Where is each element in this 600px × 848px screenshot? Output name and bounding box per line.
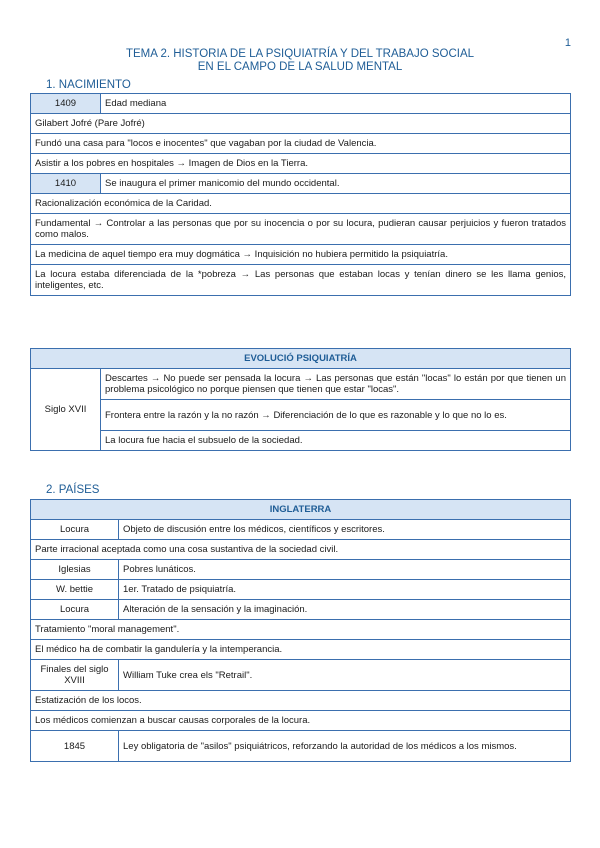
inglaterra-table bbox=[30, 499, 571, 762]
text-cell: Ley obligatoria de "asilos" psiquiátricos, reforzando la autoridad de los médicos a los mismos. bbox=[119, 731, 571, 762]
text-cell: William Tuke crea els "Retrail". bbox=[119, 660, 571, 691]
text-cell: Gilabert Jofré (Pare Jofré) bbox=[31, 114, 571, 134]
text-cell: Tratamiento "moral management". bbox=[31, 620, 571, 640]
label-cell: W. bettie bbox=[31, 580, 119, 600]
table-row bbox=[31, 731, 571, 762]
table-row bbox=[31, 560, 571, 580]
table-row bbox=[31, 194, 571, 214]
table-row bbox=[31, 431, 571, 451]
text-cell: Alteración de la sensación y la imaginación. bbox=[119, 600, 571, 620]
table-row bbox=[31, 114, 571, 134]
text-cell: Asistir a los pobres en hospitales → Imagen de Dios en la Tierra. bbox=[31, 154, 571, 174]
table-row bbox=[31, 540, 571, 560]
table-header: EVOLUCIÓ PSIQUIATRÍA bbox=[31, 349, 571, 369]
text-cell: Fundamental → Controlar a las personas que por su inocencia o por su locura, pudieran causar perjuicios y fueron tratados como malos. bbox=[31, 214, 571, 245]
table-row bbox=[31, 691, 571, 711]
text-cell: La locura fue hacia el subsuelo de la sociedad. bbox=[101, 431, 571, 451]
label-cell: Finales del siglo XVIII bbox=[31, 660, 119, 691]
text-cell: Pobres lunáticos. bbox=[119, 560, 571, 580]
table-row bbox=[31, 134, 571, 154]
year-cell: 1409 bbox=[31, 94, 101, 114]
section-1-heading: 1. NACIMIENTO bbox=[46, 79, 131, 91]
text-cell: Objeto de discusión entre los médicos, científicos y escritores. bbox=[119, 520, 571, 540]
text-cell: Los médicos comienzan a buscar causas corporales de la locura. bbox=[31, 711, 571, 731]
page-number: 1 bbox=[564, 37, 571, 49]
table-row bbox=[31, 580, 571, 600]
table-row bbox=[31, 400, 571, 431]
text-cell: Edad mediana bbox=[101, 94, 571, 114]
label-cell: Locura bbox=[31, 600, 119, 620]
table-row bbox=[31, 520, 571, 540]
table-row bbox=[31, 245, 571, 265]
table-row bbox=[31, 214, 571, 245]
text-cell: Racionalización económica de la Caridad. bbox=[31, 194, 571, 214]
table-row bbox=[31, 154, 571, 174]
nacimiento-table bbox=[30, 93, 571, 296]
section-2-heading: 2. PAÍSES bbox=[46, 484, 100, 496]
text-cell: Estatización de los locos. bbox=[31, 691, 571, 711]
text-cell: El médico ha de combatir la gandulería y la intemperancia. bbox=[31, 640, 571, 660]
text-cell: Frontera entre la razón y la no razón → Diferenciación de lo que es razonable y lo que no lo es. bbox=[101, 400, 571, 431]
table-row bbox=[31, 265, 571, 296]
text-cell: Fundó una casa para "locos e inocentes" que vagaban por la ciudad de Valencia. bbox=[31, 134, 571, 154]
text-cell: La medicina de aquel tiempo era muy dogmática → Inquisición no hubiera permitido la psiquiatría. bbox=[31, 245, 571, 265]
label-cell: Iglesias bbox=[31, 560, 119, 580]
period-cell: Siglo XVII bbox=[31, 369, 101, 451]
table-row bbox=[31, 174, 571, 194]
text-cell: Se inaugura el primer manicomio del mundo occidental. bbox=[101, 174, 571, 194]
table-row bbox=[31, 660, 571, 691]
text-cell: Parte irracional aceptada como una cosa sustantiva de la sociedad civil. bbox=[31, 540, 571, 560]
table-row bbox=[31, 640, 571, 660]
year-cell: 1410 bbox=[31, 174, 101, 194]
text-cell: 1er. Tratado de psiquiatría. bbox=[119, 580, 571, 600]
table-row bbox=[31, 620, 571, 640]
table-row bbox=[31, 94, 571, 114]
table-row bbox=[31, 500, 571, 520]
table-header: INGLATERRA bbox=[31, 500, 571, 520]
label-cell: Locura bbox=[31, 520, 119, 540]
title-line-1: TEMA 2. HISTORIA DE LA PSIQUIATRÍA Y DEL TRABAJO SOCIAL bbox=[125, 48, 475, 60]
table-row bbox=[31, 369, 571, 400]
text-cell: La locura estaba diferenciada de la *pobreza → Las personas que estaban locas y tenían dinero se les llama genios, inteligentes, etc. bbox=[31, 265, 571, 296]
table-row bbox=[31, 349, 571, 369]
text-cell: Descartes → No puede ser pensada la locura → Las personas que están "locas" lo están por que tienen un problema psicológico no porque piensen que tienen que estar "locas". bbox=[101, 369, 571, 400]
document-title bbox=[0, 48, 600, 74]
evolucio-table bbox=[30, 348, 571, 451]
label-cell: 1845 bbox=[31, 731, 119, 762]
table-row bbox=[31, 600, 571, 620]
table-row bbox=[31, 711, 571, 731]
title-line-2: EN EL CAMPO DE LA SALUD MENTAL bbox=[197, 61, 403, 73]
